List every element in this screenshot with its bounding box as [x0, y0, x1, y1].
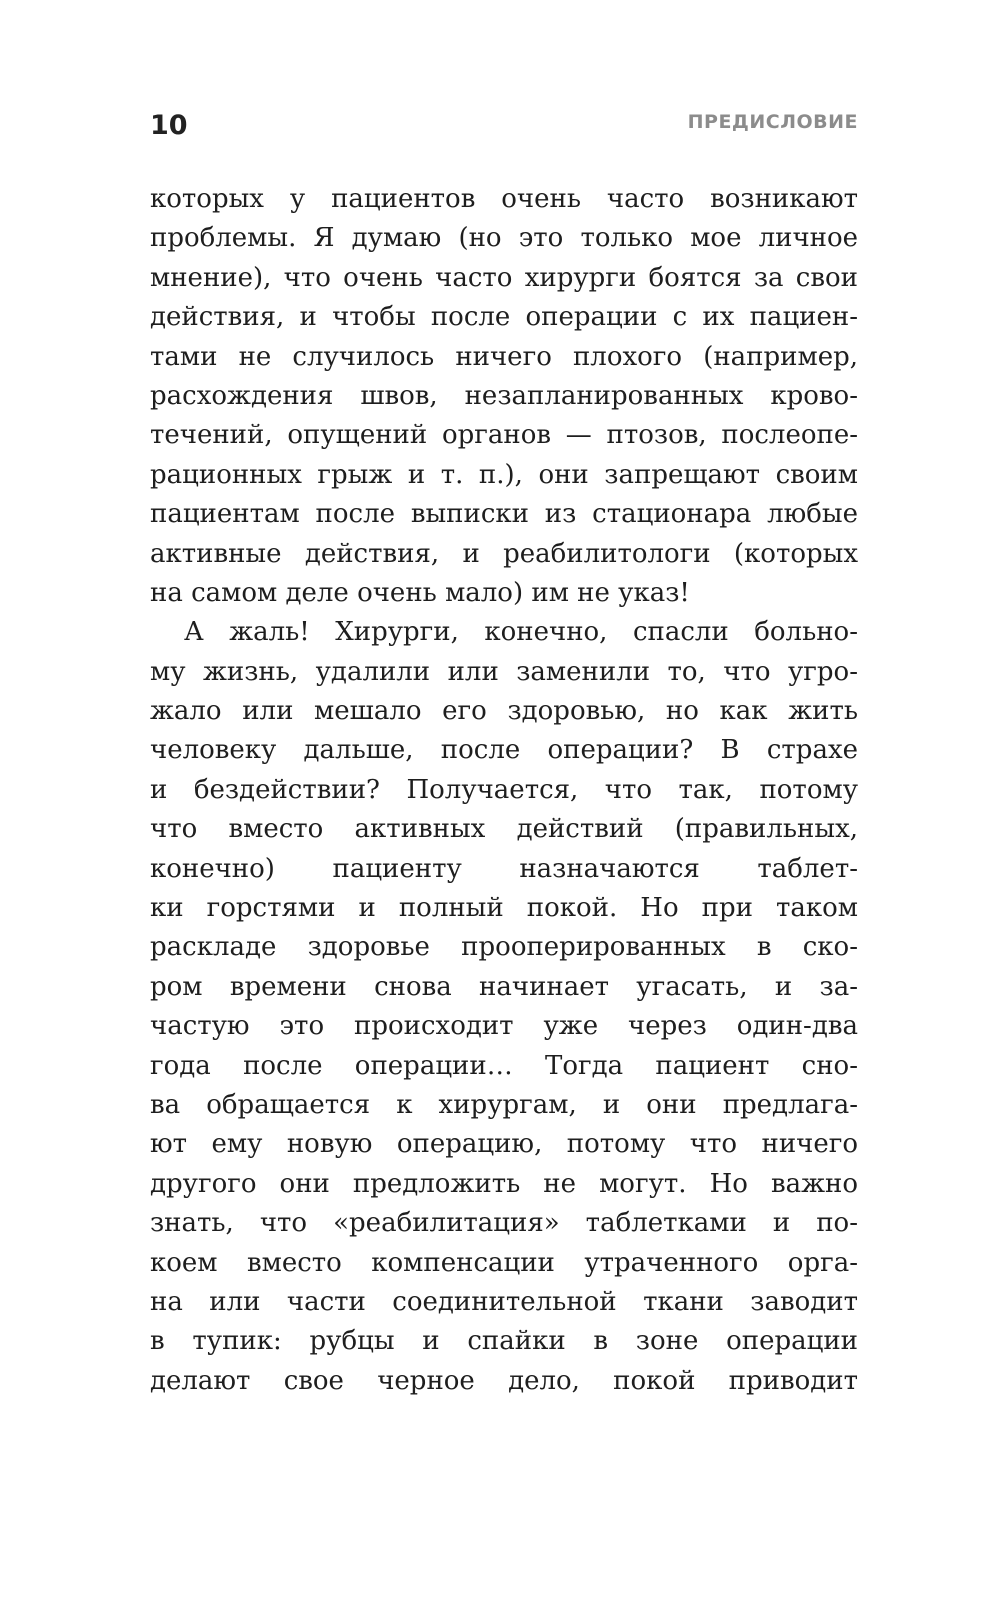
body-text — [150, 180, 858, 1401]
text-line: активные действия, и реабилитологи (которых — [150, 538, 858, 569]
text-line: расхождения швов, незапланированных крово- — [150, 380, 858, 411]
text-line: в тупик: рубцы и спайки в зоне операции — [150, 1326, 858, 1357]
text-line: на самом деле очень мало) им не указ! — [150, 577, 690, 608]
text-line: тами не случилось ничего плохого (например, — [150, 341, 858, 372]
text-line: рационных грыж и т. п.), они запрещают своим — [150, 459, 858, 490]
text-line: проблемы. Я думаю (но это только мое личное — [150, 223, 858, 254]
page-number: 10 — [150, 110, 188, 141]
paragraph — [150, 613, 858, 1401]
text-line: что вместо активных действий (правильных, — [150, 814, 858, 845]
text-line: на или части соединительной ткани заводит — [150, 1286, 858, 1317]
text-line: и бездействии? Получается, что так, потому — [150, 774, 858, 805]
text-line: мнение), что очень часто хирурги боятся за свои — [150, 262, 858, 293]
text-line: пациентам после выписки из стационара любые — [150, 499, 858, 530]
text-line: ки горстями и полный покой. Но при таком — [150, 893, 858, 924]
text-line: течений, опущений органов — птозов, послеопе- — [150, 420, 858, 451]
text-line: конечно) пациенту назначаются таблет- — [150, 853, 858, 884]
text-line: другого они предложить не могут. Но важно — [150, 1168, 858, 1199]
text-line: раскладе здоровье прооперированных в ско- — [150, 932, 858, 963]
text-line: ром времени снова начинает угасать, и за- — [150, 971, 858, 1002]
text-line: действия, и чтобы после операции с их пациен- — [150, 302, 858, 333]
text-line: частую это происходит уже через один-два — [150, 1011, 858, 1042]
text-line: ва обращается к хирургам, и они предлага- — [150, 1089, 858, 1120]
text-line: жало или мешало его здоровью, но как жить — [150, 696, 858, 727]
text-line: делают свое черное дело, покой приводит — [150, 1365, 858, 1396]
text-line: которых у пациентов очень часто возникают — [150, 184, 858, 214]
paragraph — [150, 180, 858, 613]
text-line: человеку дальше, после операции? В страхе — [150, 735, 858, 766]
text-line: му жизнь, удалили или заменили то, что угро- — [150, 656, 858, 687]
section-title: ПРЕДИСЛОВИЕ — [687, 111, 858, 133]
text-line: А жаль! Хирурги, конечно, спасли больно- — [184, 617, 858, 648]
text-line: знать, что «реабилитация» таблетками и по- — [150, 1208, 858, 1239]
text-line: ют ему новую операцию, потому что ничего — [150, 1129, 858, 1160]
text-line: года после операции… Тогда пациент сно- — [150, 1050, 858, 1081]
running-head — [150, 104, 858, 148]
text-line: коем вместо компенсации утраченного орга- — [150, 1247, 858, 1278]
